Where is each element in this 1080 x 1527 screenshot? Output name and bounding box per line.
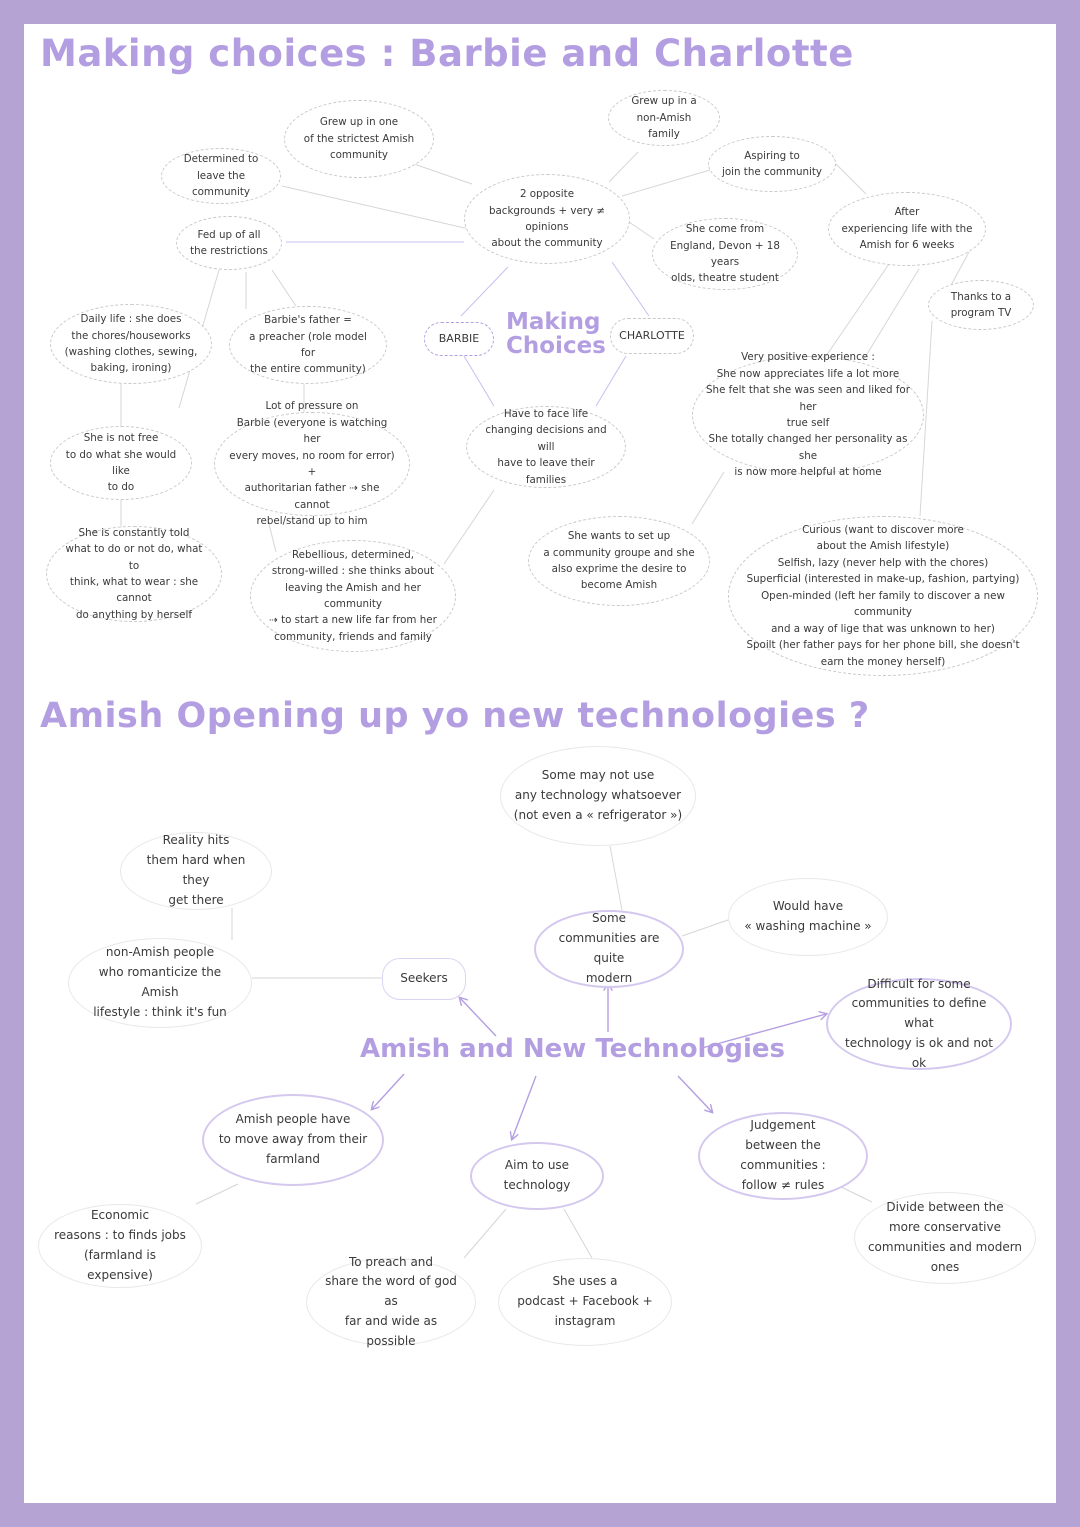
- node-fed-up: Fed up of all the restrictions: [176, 216, 282, 270]
- connector: [596, 356, 626, 406]
- connector: [564, 1209, 592, 1258]
- barbie-label: BARBIE: [424, 322, 494, 356]
- connector: [414, 164, 472, 184]
- node-opposite-backgrounds: 2 opposite backgrounds + very ≠ opinions about the community: [464, 174, 630, 264]
- page: [24, 24, 1056, 1503]
- connector: [444, 490, 494, 564]
- node-aspiring: Aspiring to join the community: [708, 136, 836, 192]
- connector: [272, 270, 296, 306]
- connector: [629, 222, 654, 239]
- node-quite-modern: Some communities are quite modern: [534, 910, 684, 988]
- arrow: [512, 1076, 536, 1139]
- node-seekers: Seekers: [382, 958, 466, 1000]
- charlotte-label: CHARLOTTE: [610, 318, 694, 354]
- connector: [282, 186, 469, 229]
- connector: [824, 264, 889, 359]
- connector: [864, 269, 919, 359]
- connector: [682, 920, 728, 936]
- arrow: [460, 998, 496, 1036]
- node-after-six-weeks: After experiencing life with the Amish for 6 weeks: [828, 192, 986, 266]
- node-program-tv: Thanks to a program TV: [928, 280, 1034, 330]
- connector: [464, 1209, 506, 1258]
- node-daily-life: Daily life : she does the chores/houseworks (washing clothes, sewing, baking, ironing): [50, 304, 212, 384]
- arrow: [372, 1074, 404, 1109]
- node-england-devon: She come from England, Devon + 18 years olds, theatre student: [652, 218, 798, 290]
- amish-technologies-center: Amish and New Technologies: [360, 1034, 785, 1064]
- node-lot-of-pressure: Lot of pressure on Barbie (everyone is watching her every moves, no room for error) + authoritarian father ⇢ she cannot rebel/stand up to him: [214, 412, 410, 516]
- node-non-amish-family: Grew up in a non-Amish family: [608, 90, 720, 146]
- connector: [461, 267, 508, 316]
- node-economic-reasons: Economic reasons : to finds jobs (farmland is expensive): [38, 1204, 202, 1288]
- node-aim-to-use: Aim to use technology: [470, 1142, 604, 1210]
- section-title-amish-technologies: Amish Opening up yo new technologies ?: [40, 696, 870, 736]
- node-set-up-community: She wants to set up a community groupe and she also exprime the desire to become Amish: [528, 516, 710, 606]
- node-strictest-community: Grew up in one of the strictest Amish community: [284, 100, 434, 178]
- node-barbies-father: Barbie's father = a preacher (role model for the entire community): [229, 306, 387, 384]
- node-washing-machine: Would have « washing machine »: [728, 878, 888, 956]
- node-very-positive-experience: Very positive experience : She now appreciates life a lot more She felt that she was seen and liked for her true self She totally changed her personality as she is now more helpful at home: [692, 356, 924, 474]
- node-move-away: Amish people have to move away from their farmland: [202, 1094, 384, 1186]
- node-not-free: She is not free to do what she would like to do: [50, 426, 192, 500]
- node-constantly-told: She is constantly told what to do or not do, what to think, what to wear : she cannot do anything by herself: [46, 526, 222, 622]
- node-some-may-not-use: Some may not use any technology whatsoever (not even a « refrigerator »): [500, 746, 696, 846]
- connector: [834, 162, 866, 194]
- node-rebellious: Rebellious, determined, strong-willed : she thinks about leaving the Amish and her community ⇢ to start a new life far from her community, friends and family: [250, 540, 456, 652]
- arrow: [678, 1076, 712, 1112]
- connector: [609, 152, 638, 182]
- connector: [612, 262, 649, 316]
- node-preach: To preach and share the word of god as far and wide as possible: [306, 1258, 476, 1346]
- connector: [196, 1184, 238, 1204]
- node-reality-hits: Reality hits them hard when they get there: [120, 832, 272, 910]
- node-judgement: Judgement between the communities : follow ≠ rules: [698, 1112, 868, 1200]
- making-choices-center: Making Choices: [506, 309, 606, 360]
- connector: [464, 356, 494, 406]
- node-curious-traits: Curious (want to discover more about the Amish lifestyle) Selfish, lazy (never help with the chores) Superficial (interested in make-up, fashion, partying) Open-minded (left her family to discover a new community and a way of lige that was unknown to her) Spoilt (her father pays for her phone bill, she doesn't earn the money herself): [728, 516, 1038, 676]
- node-determined-to-leave: Determined to leave the community: [161, 148, 281, 204]
- node-romanticize: non-Amish people who romanticize the Amish lifestyle : think it's fun: [68, 938, 252, 1028]
- connector: [622, 170, 710, 196]
- node-face-life-decisions: Have to face life changing decisions and will have to leave their families: [466, 406, 626, 488]
- section-title-making-choices: Making choices : Barbie and Charlotte: [40, 32, 854, 75]
- node-divide: Divide between the more conservative communities and modern ones: [854, 1192, 1036, 1284]
- node-podcast: She uses a podcast + Facebook + instagram: [498, 1258, 672, 1346]
- node-difficult-to-define: Difficult for some communities to define what technology is ok and not ok: [826, 978, 1012, 1070]
- connector: [610, 846, 622, 910]
